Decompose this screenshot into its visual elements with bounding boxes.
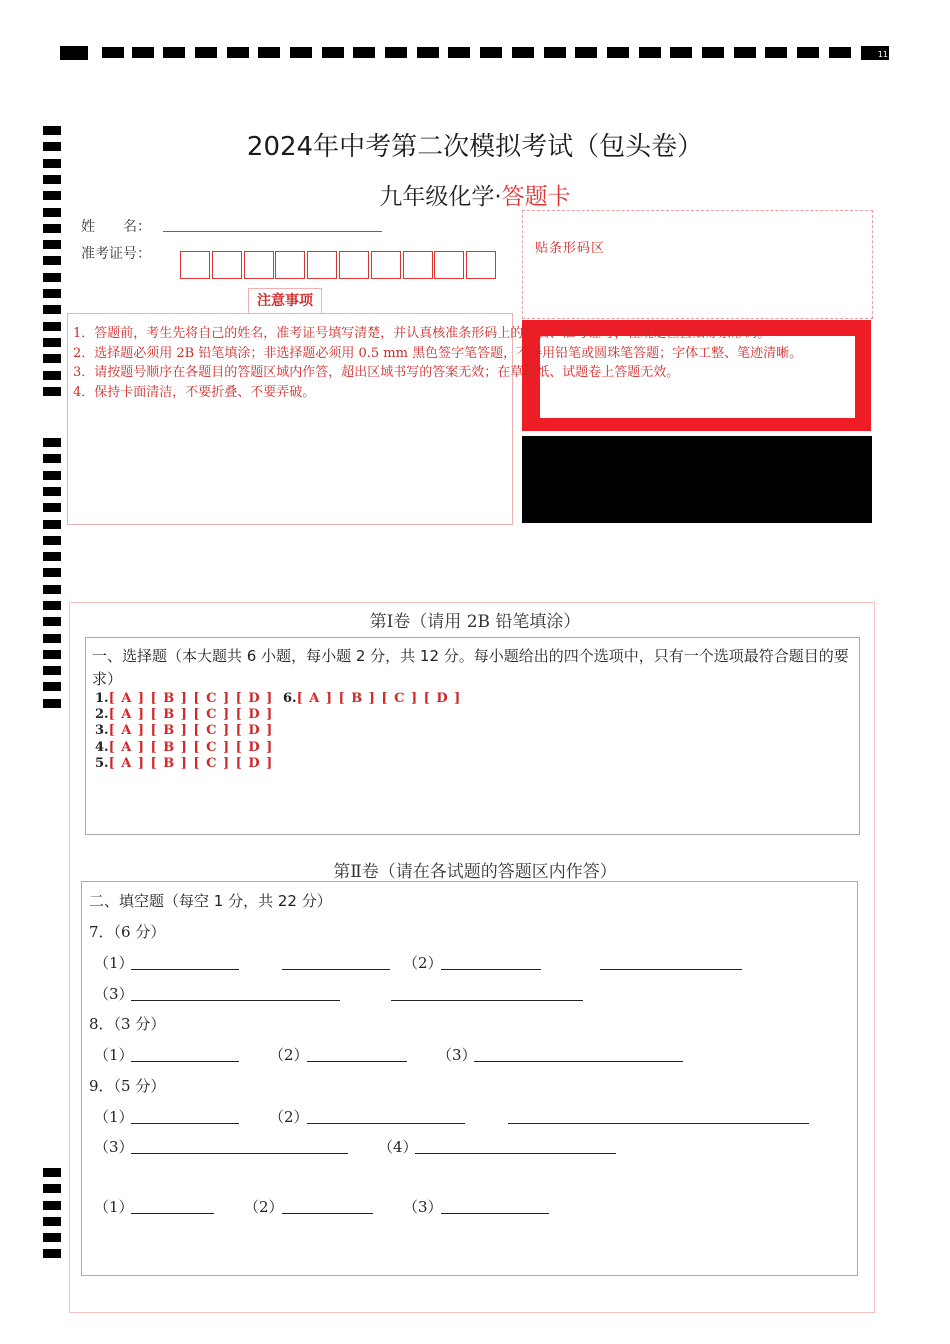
timing-mark xyxy=(163,47,185,58)
subtitle-main: 九年级化学· xyxy=(379,184,502,210)
answer-blank[interactable] xyxy=(282,968,390,970)
blank-mark: （3） xyxy=(403,1198,443,1216)
blank-mark: （4） xyxy=(378,1138,418,1156)
timing-mark xyxy=(43,1184,61,1193)
answer-blank[interactable] xyxy=(307,1060,407,1062)
notice-item-1: 1．答题前，考生先将自己的姓名，准考证号填写清楚，并认真核准条形码上的姓名、准考证号，在规定位置贴好条形码。 xyxy=(73,326,771,341)
timing-mark xyxy=(639,47,661,58)
mc-question-row xyxy=(283,691,461,706)
mc-question-number: 5. xyxy=(95,756,109,771)
timing-mark xyxy=(575,47,597,58)
answer-blank[interactable] xyxy=(307,1122,465,1124)
mc-question-number: 3. xyxy=(95,723,109,738)
exam-id-digit-box[interactable] xyxy=(339,251,369,279)
exam-id-digit-box[interactable] xyxy=(307,251,337,279)
mc-question-number: 6. xyxy=(283,691,297,706)
timing-mark xyxy=(702,47,724,58)
timing-mark xyxy=(734,47,756,58)
exam-id-digit-box[interactable] xyxy=(403,251,433,279)
timing-mark xyxy=(43,240,61,249)
q7-label: 7．（6 分） xyxy=(89,923,166,941)
exam-id-digit-box[interactable] xyxy=(180,251,210,279)
exam-id-digit-box[interactable] xyxy=(466,251,496,279)
mc-question-number: 1. xyxy=(95,691,109,706)
answer-blank[interactable] xyxy=(441,1212,549,1214)
timing-mark xyxy=(765,47,787,58)
timing-mark xyxy=(43,224,61,233)
exam-id-digit-box[interactable] xyxy=(244,251,274,279)
q8-label: 8．（3 分） xyxy=(89,1015,166,1033)
mc-question-row xyxy=(95,707,273,722)
mc-options[interactable]: [ A ] [ B ] [ C ] [ D ] xyxy=(108,707,274,722)
timing-mark xyxy=(43,454,61,463)
timing-mark xyxy=(43,256,61,265)
mc-options[interactable]: [ A ] [ B ] [ C ] [ D ] xyxy=(296,691,462,706)
timing-mark xyxy=(480,47,502,58)
blank-mark: （1） xyxy=(94,954,134,972)
timing-mark xyxy=(43,1217,61,1226)
timing-mark xyxy=(322,47,344,58)
blank-mark: （1） xyxy=(94,1198,134,1216)
mc-question-row xyxy=(95,756,273,771)
blank-mark: （3） xyxy=(94,1138,134,1156)
mc-question-number: 4. xyxy=(95,740,109,755)
blank-mark: （3） xyxy=(94,985,134,1003)
mc-options[interactable]: [ A ] [ B ] [ C ] [ D ] xyxy=(108,723,274,738)
timing-mark xyxy=(43,1168,61,1177)
blank-mark: （3） xyxy=(437,1046,477,1064)
answer-blank[interactable] xyxy=(131,1212,214,1214)
answer-blank[interactable] xyxy=(415,1152,616,1154)
blank-mark: （1） xyxy=(94,1046,134,1064)
timing-mark xyxy=(195,47,217,58)
timing-mark xyxy=(43,354,61,363)
timing-mark xyxy=(43,666,61,675)
answer-blank[interactable] xyxy=(391,999,583,1001)
timing-mark xyxy=(43,699,61,708)
part1-title: 第Ⅰ卷（请用 2B 铅笔填涂） xyxy=(369,612,581,632)
answer-blank[interactable] xyxy=(600,968,742,970)
timing-mark xyxy=(227,47,249,58)
fill-in-box xyxy=(81,881,858,1276)
notice-item-3: 3．请按题号顺序在各题目的答题区域内作答，超出区域书写的答案无效；在草稿纸、试题卷上答题无效。 xyxy=(73,365,680,380)
timing-mark xyxy=(43,1249,61,1258)
timing-mark xyxy=(132,47,154,58)
page-title: 2024年中考第二次模拟考试（包头卷） xyxy=(246,132,704,162)
timing-mark xyxy=(829,47,851,58)
timing-mark xyxy=(290,47,312,58)
timing-mark xyxy=(43,338,61,347)
name-field[interactable] xyxy=(163,230,382,232)
timing-mark xyxy=(43,289,61,298)
timing-mark xyxy=(353,47,375,58)
timing-mark xyxy=(43,487,61,496)
timing-mark xyxy=(607,47,629,58)
answer-blank[interactable] xyxy=(282,1212,373,1214)
timing-mark xyxy=(43,305,61,314)
timing-mark xyxy=(512,47,534,58)
blank-mark: （2） xyxy=(403,954,443,972)
timing-mark xyxy=(102,47,124,58)
answer-blank[interactable] xyxy=(474,1060,683,1062)
mc-options[interactable]: [ A ] [ B ] [ C ] [ D ] xyxy=(108,756,274,771)
answer-blank[interactable] xyxy=(131,968,239,970)
mc-options[interactable]: [ A ] [ B ] [ C ] [ D ] xyxy=(108,691,274,706)
timing-mark xyxy=(43,1201,61,1210)
part2-title: 第Ⅱ卷（请在各试题的答题区内作答） xyxy=(333,862,617,882)
exam-id-digit-box[interactable] xyxy=(434,251,464,279)
mc-question-row xyxy=(95,691,273,706)
timing-mark xyxy=(797,47,819,58)
exam-id-digit-box[interactable] xyxy=(212,251,242,279)
timing-mark xyxy=(43,1233,61,1242)
fill-in-heading: 二、填空题（每空 1 分，共 22 分） xyxy=(89,892,332,910)
timing-mark xyxy=(43,568,61,577)
subtitle-accent: 答题卡 xyxy=(501,184,571,210)
timing-mark xyxy=(43,273,61,282)
notice-item-4: 4．保持卡面清洁，不要折叠、不要弄破。 xyxy=(73,385,316,400)
q9-label: 9．（5 分） xyxy=(89,1077,166,1095)
answer-blank[interactable] xyxy=(131,1152,348,1154)
timing-mark xyxy=(43,536,61,545)
redacted-block xyxy=(522,436,872,523)
timing-mark xyxy=(43,471,61,480)
page-subtitle xyxy=(0,178,950,211)
timing-mark xyxy=(43,552,61,561)
timing-mark xyxy=(385,47,407,58)
timing-mark xyxy=(43,682,61,691)
mc-question-row xyxy=(95,723,273,738)
timing-mark xyxy=(60,46,88,60)
answer-blank[interactable] xyxy=(131,1060,239,1062)
name-label: 姓 名： xyxy=(81,219,151,235)
exam-id-boxes xyxy=(180,251,498,281)
timing-mark xyxy=(43,520,61,529)
mc-question-row xyxy=(95,740,273,755)
blank-mark: （2） xyxy=(244,1198,284,1216)
timing-mark xyxy=(43,503,61,512)
timing-mark xyxy=(43,371,61,380)
timing-mark xyxy=(448,47,470,58)
blank-mark: （2） xyxy=(269,1108,309,1126)
exam-id-label: 准考证号： xyxy=(81,246,151,262)
timing-mark xyxy=(43,634,61,643)
blank-mark: （2） xyxy=(269,1046,309,1064)
timing-mark xyxy=(544,47,566,58)
timing-mark xyxy=(258,47,280,58)
answer-blank[interactable] xyxy=(131,1122,239,1124)
answer-blank[interactable] xyxy=(508,1122,809,1124)
timing-mark xyxy=(417,47,439,58)
answer-blank[interactable] xyxy=(441,968,541,970)
blank-mark: （1） xyxy=(94,1108,134,1126)
timing-mark xyxy=(43,387,61,396)
barcode-label: 贴条形码区 xyxy=(535,241,606,256)
multiple-choice-heading: 一、选择题（本大题共 6 小题，每小题 2 分，共 12 分。每小题给出的四个选项中，只有一个选项最符合题目的要求） xyxy=(92,647,849,688)
timing-mark xyxy=(43,650,61,659)
mc-question-number: 2. xyxy=(95,707,109,722)
barcode-area xyxy=(522,210,873,319)
timing-mark xyxy=(43,438,61,447)
notice-tag: 注意事项 xyxy=(248,288,322,314)
timing-mark xyxy=(43,322,61,331)
exam-id-digit-box[interactable] xyxy=(371,251,401,279)
exam-id-digit-box[interactable] xyxy=(275,251,305,279)
notice-item-2: 2．选择题必须用 2B 铅笔填涂；非选择题必须用 0.5 mm 黑色签字笔答题，不得用铅笔或圆珠笔答题；字体工整、笔迹清晰。 xyxy=(73,346,803,361)
timing-mark xyxy=(43,585,61,594)
mc-options[interactable]: [ A ] [ B ] [ C ] [ D ] xyxy=(108,740,274,755)
answer-blank[interactable] xyxy=(131,999,340,1001)
page-number: 11 xyxy=(877,50,888,59)
timing-mark xyxy=(670,47,692,58)
top-timing-marks xyxy=(60,45,890,61)
